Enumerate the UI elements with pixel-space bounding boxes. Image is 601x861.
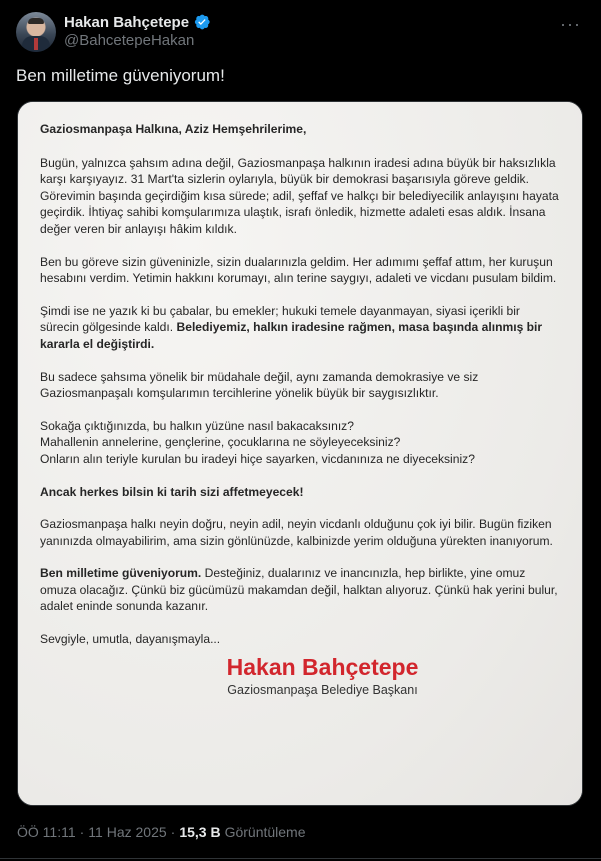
author-avatar[interactable] [16,12,56,52]
letter-paragraph-8-text: Desteğiniz, dualarınız ve inancınızla, hep birlikte, yine omuz omuza olacağız. Çünkü biz gücümüzü makamdan değil, halktan alıyoruz. Çünkü hak yerini bulur, adalet eninde sonunda kazanır. [40,566,558,614]
letter-paragraph-3-bold: Belediyemiz, halkın iradesine rağmen, masa başında alınmış bir kararla el değiştirdi. [40,320,543,351]
tweet-date[interactable]: 11 Haz 2025 [88,824,167,840]
letter-paragraph-3-text: Şimdi ise ne yazık ki bu çabalar, bu emekler; hukuki temele dayanmayan, siyasi içerikli bir sürecin gölgesinde kaldı. [40,303,520,335]
signature-name: Hakan Bahçetepe [226,653,419,680]
tweet-text: Ben milletime güveniyorum! [16,66,225,85]
tweet-media-image[interactable] [17,101,583,806]
letter-greeting: Gaziosmanpaşa Halkına, Aziz Hemşehrilerime, [40,122,307,136]
author-handle[interactable]: @BahcetepeHakan [64,32,195,49]
letter-paragraph-6: Ancak herkes bilsin ki tarih sizi affetmeyecek! [40,484,304,499]
letter-paragraph-8 [40,565,560,615]
tweet-header [16,12,585,56]
letter-paragraph-8-bold: Ben milletime güveniyorum. [40,566,202,581]
letter-signoff: Sevgiyle, umutla, dayanışmayla... [40,632,221,647]
more-options-icon[interactable]: ··· [560,14,581,34]
meta-separator: · [79,824,85,840]
divider [0,858,601,859]
letter-paragraph-1: Bugün, yalnızca şahsım adına değil, Gaziosmanpaşa halkının iradesi adına büyük bir haksızlıkla karşı karşıyayız. 31 Mart'ta sizlerin oylarıyla, büyük bir demokrasi başarısıyla göreve geldik. Görevimin başında geçirdiğim kısa sürede; adil, şeffaf ve halkçı bir belediyecilik anlayışını hayata geçirdik. İhtiyaç sahibi komşularımıza ulaştık, israfı önledik, hizmette adaleti esas aldık. İnsana değer veren bir anlayışı hâkim kıldık. [40,155,559,236]
letter-document [18,102,582,805]
letter-paragraph-4: Bu sadece şahsıma yönelik bir müdahale değil, aynı zamanda demokrasiye ve siz Gaziosmanpaşalı komşularımın tercihlerine yönelik büyük bir saygısızlıktır. [40,369,479,401]
letter-question-1: Sokağa çıktığınızda, bu halkın yüzüne nasıl bakacaksınız? [40,418,354,433]
author-display-name[interactable]: Hakan Bahçetepe [64,13,190,31]
letter-paragraph-2: Ben bu göreve sizin güveninizle, sizin dualarınızla geldim. Her adımımı şeffaf attım, her kuruşun hesabını verdim. Yetimin hakkını korumayı, alın terine saygıyı, adaleti ve vicdanı pusulam bildim. [40,254,557,286]
letter-paragraph-7: Gaziosmanpaşa halkı neyin doğru, neyin adil, neyin vicdanlı olduğunu çok iyi bilir. Bugün fiziken yanınızda olmayabilirim, ama sizin gönlünüzde, kalbinizde yerim olduğuna yürekten inanıyorum. [40,517,553,548]
letter-question-2: Mahallenin annelerine, gençlerine, çocuklarına ne söyleyeceksiniz? [40,435,401,450]
views-count: 15,3 B [179,824,221,840]
signature-title: Gaziosmanpaşa Belediye Başkanı [227,682,418,697]
author-name-row[interactable] [64,12,211,32]
meta-separator-2: · [170,824,176,840]
letter-question-3: Onların alın teriyle kurulan bu iradeyi hiçe sayarken, vicdanınıza ne diyeceksiniz? [40,451,475,466]
letter-paragraph-5 [40,418,560,468]
tweet-time[interactable]: ÖÖ 11:11 [17,824,76,840]
views-label: Görüntüleme [224,824,306,840]
verified-badge-icon[interactable] [193,13,211,31]
letter-paragraph-3 [40,303,560,353]
tweet-metadata [17,824,306,840]
